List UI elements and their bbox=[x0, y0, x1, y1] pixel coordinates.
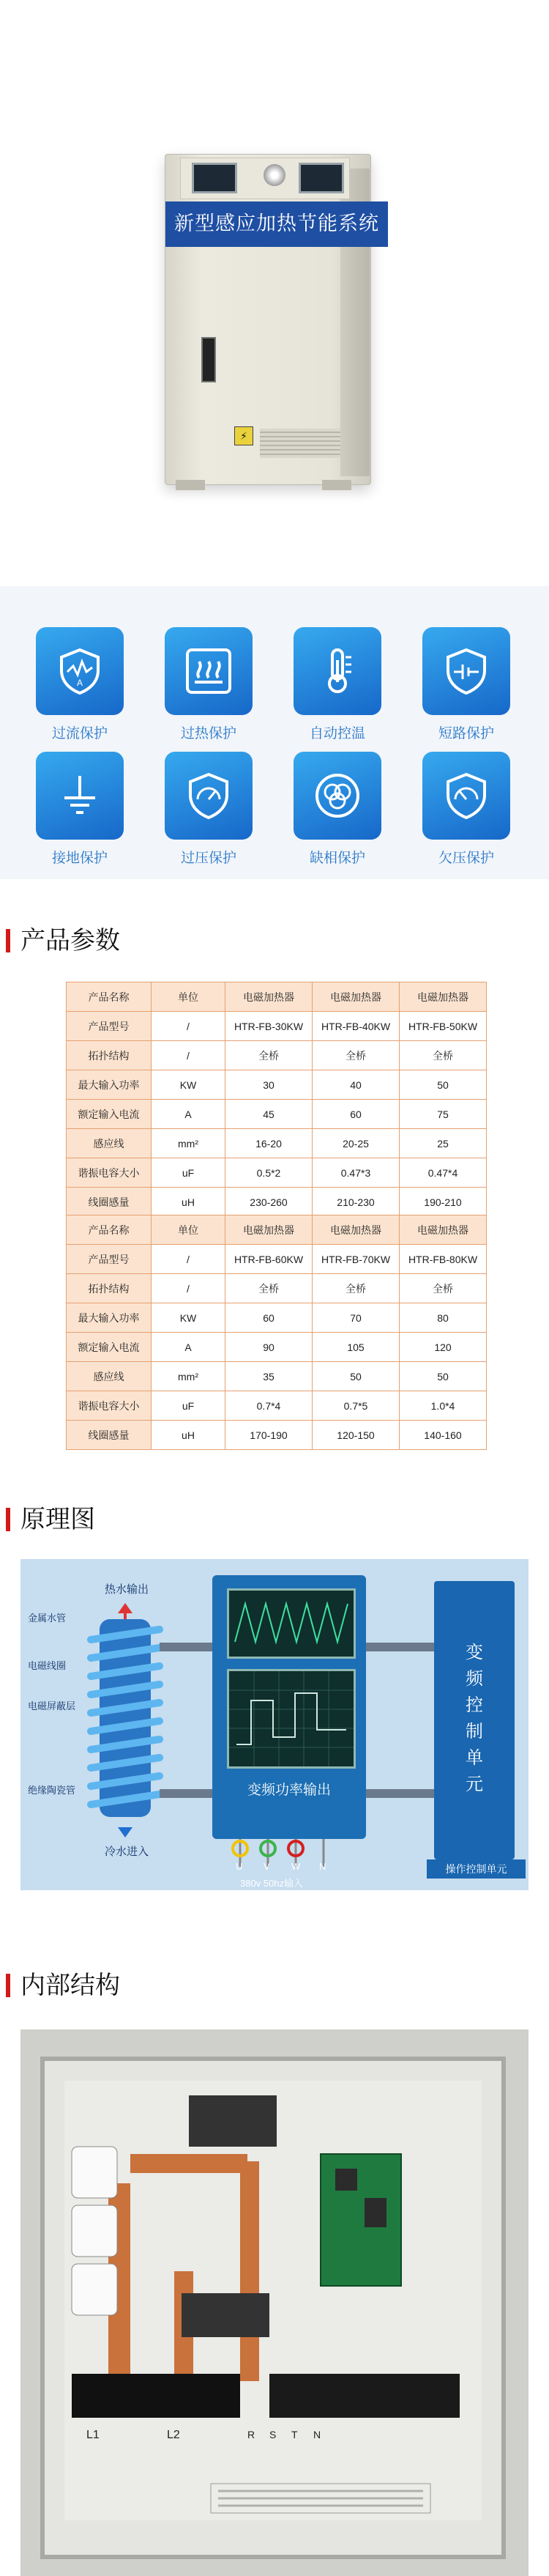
cold-water-arrow bbox=[118, 1827, 132, 1837]
phase-label-v: V bbox=[264, 1861, 270, 1872]
table-cell: 50 bbox=[313, 1362, 400, 1391]
terminal-label-r: R bbox=[247, 2429, 255, 2440]
table-cell: 120 bbox=[400, 1333, 487, 1362]
hot-water-arrow bbox=[118, 1603, 132, 1613]
table-cell: uH bbox=[152, 1188, 225, 1217]
feature-label: 欠压保护 bbox=[438, 851, 494, 866]
table-cell: 60 bbox=[313, 1100, 400, 1129]
table-cell: 190-210 bbox=[400, 1188, 487, 1217]
operation-unit-label: 操作控制单元 bbox=[427, 1859, 526, 1879]
terminal-label-t: T bbox=[291, 2429, 298, 2440]
table-cell: 单位 bbox=[152, 982, 225, 1012]
terminal-label-l2: L2 bbox=[167, 2429, 180, 2441]
table-cell: HTR-FB-60KW bbox=[225, 1245, 313, 1274]
section-title-internal: 内部结构 bbox=[20, 1969, 120, 2002]
feature-short-circuit bbox=[422, 627, 510, 742]
svg-text:A: A bbox=[76, 678, 83, 688]
feature-label: 接地保护 bbox=[51, 851, 108, 866]
table-cell: 0.5*2 bbox=[225, 1158, 313, 1188]
table-cell: HTR-FB-30KW bbox=[225, 1012, 313, 1041]
table-cell: 拓扑结构 bbox=[67, 1274, 152, 1303]
control-unit-label: 变频控制单元 bbox=[466, 1643, 483, 1794]
table-cell: 产品型号 bbox=[67, 1245, 152, 1274]
heat-icon bbox=[183, 645, 234, 697]
table-cell: 120-150 bbox=[313, 1421, 400, 1450]
cabinet-banner: 新型感应加热节能系统 bbox=[165, 201, 388, 247]
table-row bbox=[67, 1362, 487, 1391]
table-cell: 16-20 bbox=[225, 1129, 313, 1158]
feature-label: 自动控温 bbox=[309, 726, 365, 741]
table-row bbox=[67, 1274, 487, 1303]
table-cell: 75 bbox=[400, 1100, 487, 1129]
feature-undervoltage bbox=[422, 752, 510, 867]
feature-overheat bbox=[165, 627, 253, 742]
table-cell: 140-160 bbox=[400, 1421, 487, 1450]
table-header-row bbox=[67, 982, 487, 1012]
section-title-params: 产品参数 bbox=[20, 925, 120, 957]
left-meter-display bbox=[192, 163, 237, 193]
cabinet-foot bbox=[176, 480, 205, 490]
table-cell: HTR-FB-50KW bbox=[400, 1012, 487, 1041]
table-cell: 40 bbox=[313, 1070, 400, 1100]
table-cell: A bbox=[152, 1333, 225, 1362]
table-cell: 45 bbox=[225, 1100, 313, 1129]
copper-busbar bbox=[240, 2161, 259, 2381]
table-cell: 电磁加热器 bbox=[313, 1215, 400, 1245]
table-row bbox=[67, 1129, 487, 1158]
table-cell: 210-230 bbox=[313, 1188, 400, 1217]
table-cell: 170-190 bbox=[225, 1421, 313, 1450]
table-cell: 电磁加热器 bbox=[313, 982, 400, 1012]
table-cell: 0.47*4 bbox=[400, 1158, 487, 1188]
shield-layer-label: 电磁屏蔽层 bbox=[28, 1700, 76, 1711]
table-cell: 0.7*5 bbox=[313, 1391, 400, 1421]
feature-grounding bbox=[36, 752, 124, 867]
table-cell: 最大输入功率 bbox=[67, 1070, 152, 1100]
feature-label: 短路保护 bbox=[438, 726, 494, 741]
table-cell: 全桥 bbox=[400, 1041, 487, 1070]
capacitor bbox=[72, 2147, 117, 2198]
table-cell: 线圈感量 bbox=[67, 1188, 152, 1217]
table-cell: 60 bbox=[225, 1303, 313, 1333]
table-cell: 电磁加热器 bbox=[225, 982, 313, 1012]
table-row bbox=[67, 1303, 487, 1333]
coil-label: 电磁线圈 bbox=[28, 1660, 67, 1671]
terminal-label-s: S bbox=[269, 2429, 277, 2440]
phase-label-w: W bbox=[291, 1861, 301, 1872]
table-cell: 产品名称 bbox=[67, 982, 152, 1012]
table-cell: KW bbox=[152, 1303, 225, 1333]
table-cell: 20-25 bbox=[313, 1129, 400, 1158]
phase-label-u: U bbox=[236, 1861, 243, 1872]
table-row bbox=[67, 1188, 487, 1217]
table-row bbox=[67, 1041, 487, 1070]
table-cell: HTR-FB-70KW bbox=[313, 1245, 400, 1274]
table-cell: 感应线 bbox=[67, 1362, 152, 1391]
table-cell: 全桥 bbox=[225, 1274, 313, 1303]
cabinet-door-handle bbox=[201, 337, 216, 382]
feature-label: 过流保护 bbox=[51, 726, 108, 741]
table-cell: 80 bbox=[400, 1303, 487, 1333]
terminal-label-n: N bbox=[313, 2429, 321, 2440]
table-cell: 0.47*3 bbox=[313, 1158, 400, 1188]
right-meter-display bbox=[299, 163, 344, 193]
table-cell: 电磁加热器 bbox=[225, 1215, 313, 1245]
capacitor bbox=[72, 2205, 117, 2257]
control-board bbox=[321, 2154, 401, 2286]
table-cell: 额定输入电流 bbox=[67, 1333, 152, 1362]
table-cell: 谐振电容大小 bbox=[67, 1391, 152, 1421]
control-knob bbox=[264, 164, 285, 186]
table-cell: / bbox=[152, 1012, 225, 1041]
table-row bbox=[67, 1100, 487, 1129]
table-cell: uH bbox=[152, 1421, 225, 1450]
table-cell: 线圈感量 bbox=[67, 1421, 152, 1450]
table-cell: 1.0*4 bbox=[400, 1391, 487, 1421]
table-cell: mm² bbox=[152, 1129, 225, 1158]
table-cell: 全桥 bbox=[313, 1274, 400, 1303]
product-hero bbox=[0, 0, 549, 557]
table-cell: 全桥 bbox=[400, 1274, 487, 1303]
internal-structure-photo bbox=[20, 2029, 529, 2576]
short-circuit-shield-icon bbox=[441, 645, 492, 697]
cabinet-vent bbox=[260, 429, 340, 458]
cold-water-in-label: 冷水进入 bbox=[105, 1846, 149, 1858]
waveform-screen bbox=[227, 1588, 356, 1659]
terminal-block bbox=[72, 2374, 240, 2418]
table-cell: 25 bbox=[400, 1129, 487, 1158]
table-cell: mm² bbox=[152, 1362, 225, 1391]
internal-graphics bbox=[20, 2029, 529, 2576]
table-cell: 90 bbox=[225, 1333, 313, 1362]
principle-diagram bbox=[20, 1559, 529, 1890]
table-cell: 30 bbox=[225, 1070, 313, 1100]
table-row bbox=[67, 1391, 487, 1421]
table-row bbox=[67, 1333, 487, 1362]
table-cell: / bbox=[152, 1041, 225, 1070]
thermometer-icon bbox=[312, 645, 363, 697]
phase-circles-icon bbox=[312, 770, 363, 821]
input-power-label: 380v 50hz输入 bbox=[240, 1878, 303, 1889]
table-row bbox=[67, 1245, 487, 1274]
gauge-shield-icon bbox=[441, 770, 492, 821]
oscilloscope-screen bbox=[227, 1669, 356, 1769]
feature-auto-temp bbox=[294, 627, 381, 742]
table-cell: HTR-FB-80KW bbox=[400, 1245, 487, 1274]
table-cell: / bbox=[152, 1274, 225, 1303]
table-cell: 105 bbox=[313, 1333, 400, 1362]
table-cell: 0.7*4 bbox=[225, 1391, 313, 1421]
feature-label: 缺相保护 bbox=[309, 851, 365, 866]
cabinet-foot bbox=[322, 480, 351, 490]
table-cell: 最大输入功率 bbox=[67, 1303, 152, 1333]
params-table-1 bbox=[66, 982, 487, 1217]
table-cell: 产品型号 bbox=[67, 1012, 152, 1041]
power-module bbox=[182, 2293, 269, 2337]
table-cell: KW bbox=[152, 1070, 225, 1100]
table-cell: 50 bbox=[400, 1070, 487, 1100]
table-cell: uF bbox=[152, 1391, 225, 1421]
capacitor bbox=[72, 2264, 117, 2315]
table-row bbox=[67, 1158, 487, 1188]
feature-label: 过热保护 bbox=[180, 726, 236, 741]
table-row bbox=[67, 1421, 487, 1450]
table-cell: 230-260 bbox=[225, 1188, 313, 1217]
table-cell: A bbox=[152, 1100, 225, 1129]
warning-sign-icon: ⚡ bbox=[234, 426, 253, 445]
table-cell: 单位 bbox=[152, 1215, 225, 1245]
shield-a-icon bbox=[54, 645, 105, 697]
feature-phase-loss bbox=[294, 752, 381, 867]
insulation-pipe-label: 绝缘陶瓷管 bbox=[28, 1785, 76, 1796]
feature-label: 过压保护 bbox=[180, 851, 236, 866]
feature-overcurrent bbox=[36, 627, 124, 742]
hot-water-out-label: 热水输出 bbox=[105, 1583, 149, 1596]
table-cell: 35 bbox=[225, 1362, 313, 1391]
table-cell: 额定输入电流 bbox=[67, 1100, 152, 1129]
metal-pipe-label: 金属水管 bbox=[28, 1613, 67, 1624]
table-cell: 电磁加热器 bbox=[400, 982, 487, 1012]
power-output-label: 变频功率输出 bbox=[247, 1783, 331, 1798]
terminal-label-l1: L1 bbox=[86, 2429, 100, 2441]
feature-grid bbox=[0, 586, 549, 879]
table-cell: 感应线 bbox=[67, 1129, 152, 1158]
phase-label-n: N bbox=[319, 1861, 326, 1872]
table-header-row bbox=[67, 1215, 487, 1245]
table-cell: 拓扑结构 bbox=[67, 1041, 152, 1070]
table-cell: uF bbox=[152, 1158, 225, 1188]
table-cell: 产品名称 bbox=[67, 1215, 152, 1245]
table-cell: 电磁加热器 bbox=[400, 1215, 487, 1245]
table-cell: HTR-FB-40KW bbox=[313, 1012, 400, 1041]
waveform-zigzag bbox=[229, 1591, 354, 1657]
table-row bbox=[67, 1070, 487, 1100]
table-cell: / bbox=[152, 1245, 225, 1274]
oscilloscope-grid bbox=[229, 1671, 354, 1766]
terminal-block bbox=[269, 2374, 460, 2418]
ground-icon bbox=[54, 770, 105, 821]
table-cell: 全桥 bbox=[313, 1041, 400, 1070]
power-module bbox=[189, 2095, 277, 2147]
params-table-2 bbox=[66, 1215, 487, 1450]
table-cell: 70 bbox=[313, 1303, 400, 1333]
gauge-shield-icon bbox=[183, 770, 234, 821]
table-row bbox=[67, 1012, 487, 1041]
table-cell: 50 bbox=[400, 1362, 487, 1391]
table-cell: 全桥 bbox=[225, 1041, 313, 1070]
section-title-diagram: 原理图 bbox=[20, 1503, 95, 1536]
feature-overvoltage bbox=[165, 752, 253, 867]
copper-busbar bbox=[130, 2154, 247, 2173]
table-cell: 谐振电容大小 bbox=[67, 1158, 152, 1188]
